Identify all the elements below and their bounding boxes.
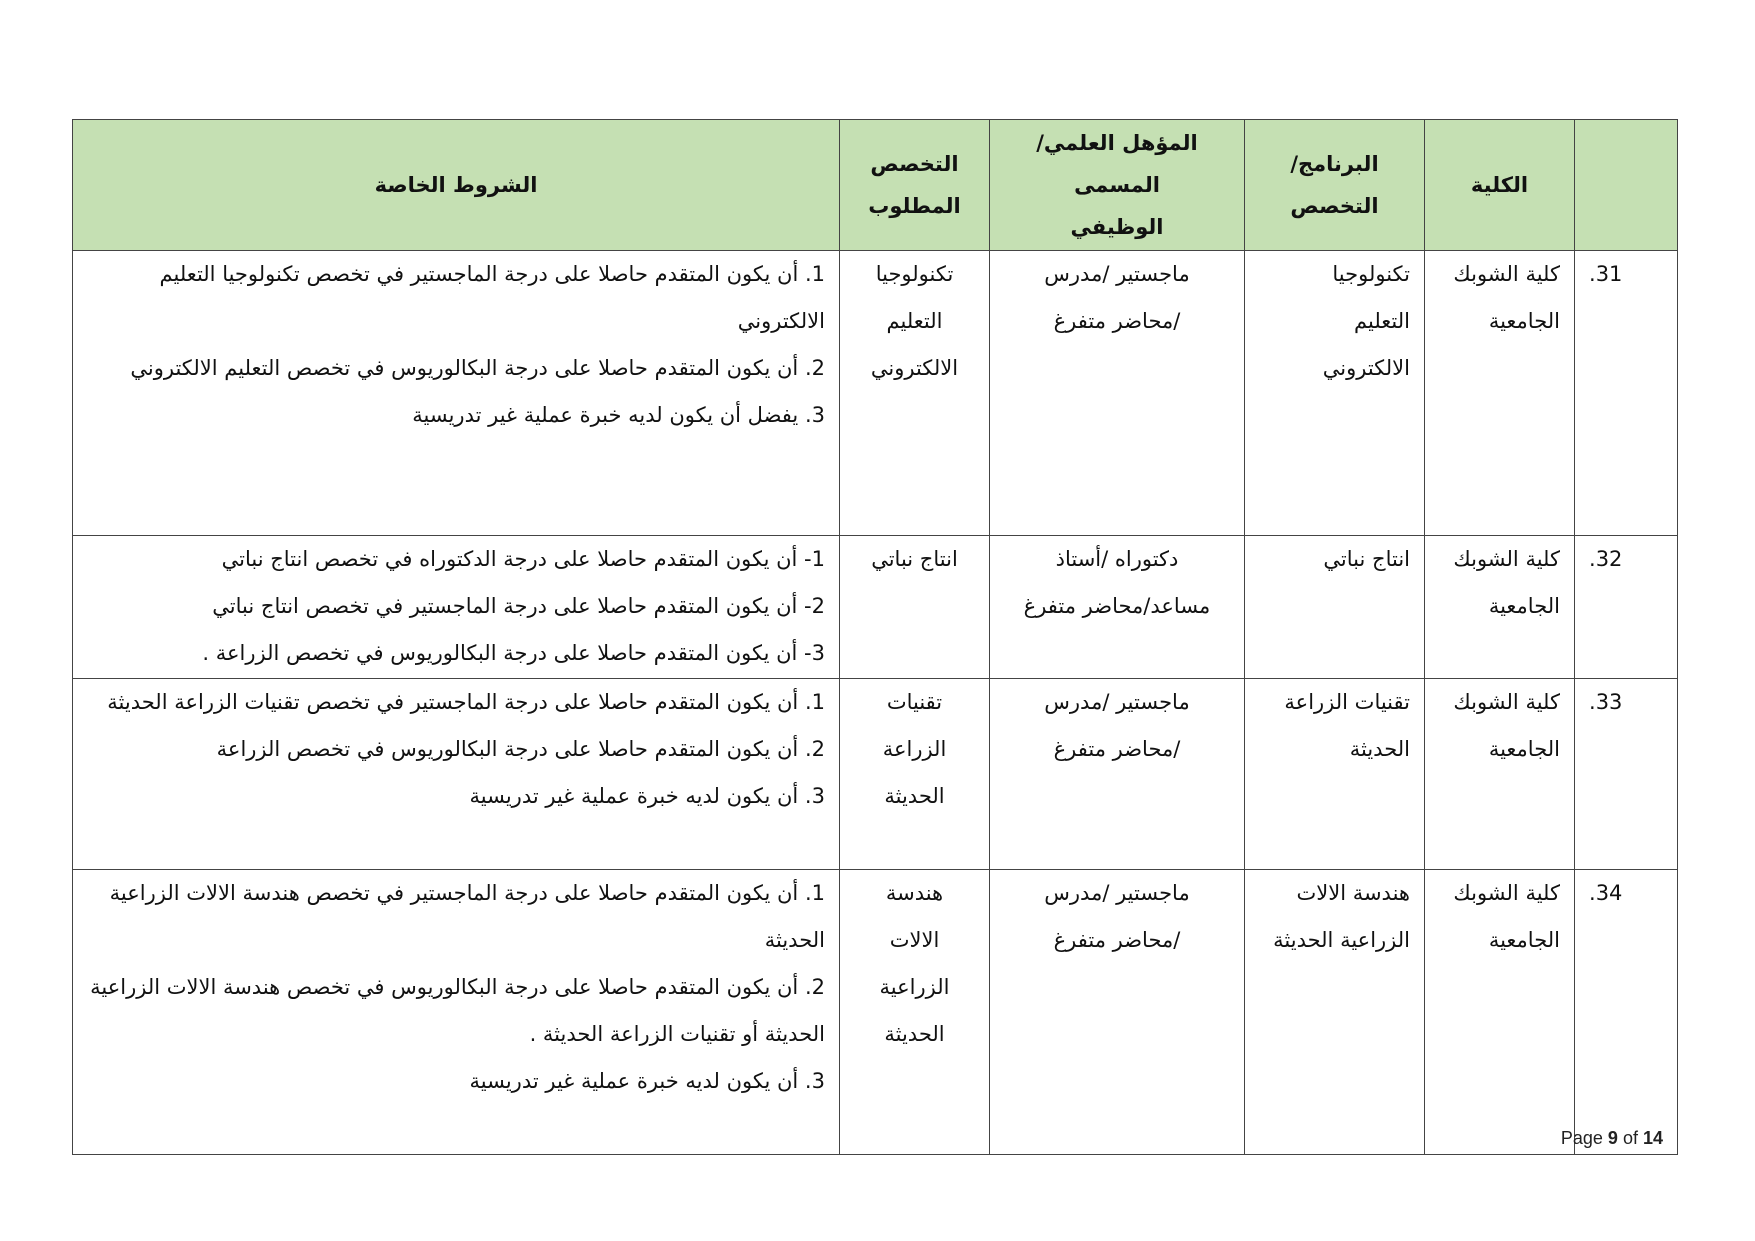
college-cell: كلية الشوبك الجامعية [1425, 251, 1575, 536]
qualification-cell: ماجستير /مدرس /محاضر متفرغ [990, 251, 1245, 536]
condition-item: 3. أن يكون لديه خبرة عملية غير تدريسية [469, 1069, 825, 1093]
of-word: of [1622, 1128, 1638, 1148]
row-number: 32. [1575, 536, 1678, 679]
college-cell: كلية الشوبك الجامعية [1425, 536, 1575, 679]
qualification-cell: ماجستير /مدرس /محاضر متفرغ [990, 679, 1245, 870]
condition-item: 1. أن يكون المتقدم حاصلا على درجة الماجستير في تخصص تقنيات الزراعة الحديثة [107, 690, 825, 714]
qualification-cell: ماجستير /مدرس /محاضر متفرغ [990, 870, 1245, 1155]
required-spec-cell: تكنولوجيا التعليم الالكتروني [840, 251, 990, 536]
qualification-cell: دكتوراه /أستاذ مساعد/محاضر متفرغ [990, 536, 1245, 679]
program-cell: تقنيات الزراعة الحديثة [1245, 679, 1425, 870]
condition-item: 2- أن يكون المتقدم حاصلا على درجة الماجستير في تخصص انتاج نباتي [212, 594, 825, 618]
condition-item: 2. أن يكون المتقدم حاصلا على درجة البكالوريوس في تخصص الزراعة [216, 737, 825, 761]
page-current: 9 [1607, 1128, 1618, 1148]
college-cell: كلية الشوبك الجامعية [1425, 870, 1575, 1155]
page-total: 14 [1642, 1128, 1663, 1148]
condition-item: 2. أن يكون المتقدم حاصلا على درجة البكالوريوس في تخصص هندسة الالات الزراعية الحديثة أو تقنيات الزراعة الحديثة . [90, 975, 825, 1046]
table-row [73, 536, 1678, 679]
condition-item: 3. أن يكون لديه خبرة عملية غير تدريسية [469, 784, 825, 808]
header-conditions: الشروط الخاصة [73, 120, 840, 251]
condition-item: 3- أن يكون المتقدم حاصلا على درجة البكالوريوس في تخصص الزراعة . [202, 641, 825, 665]
condition-item: 3. يفضل أن يكون لديه خبرة عملية غير تدريسية [412, 403, 825, 427]
table-header-row [73, 120, 1678, 251]
program-cell: تكنولوجيا التعليم الالكتروني [1245, 251, 1425, 536]
table-row [73, 251, 1678, 536]
required-spec-cell: هندسة الالات الزراعية الحديثة [840, 870, 990, 1155]
header-qualification: المؤهل العلمي/المسمى الوظيفي [990, 120, 1245, 251]
header-program: البرنامج/ التخصص [1245, 120, 1425, 251]
program-cell: هندسة الالات الزراعية الحديثة [1245, 870, 1425, 1155]
header-required-spec: التخصص المطلوب [840, 120, 990, 251]
header-college: الكلية [1425, 120, 1575, 251]
row-number: 34. [1575, 870, 1678, 1155]
conditions-cell [73, 251, 840, 536]
condition-item: 1. أن يكون المتقدم حاصلا على درجة الماجستير في تخصص هندسة الالات الزراعية الحديثة [109, 881, 825, 952]
conditions-cell [73, 536, 840, 679]
jobs-table [72, 119, 1678, 1155]
conditions-cell [73, 870, 840, 1155]
required-spec-cell: تقنيات الزراعة الحديثة [840, 679, 990, 870]
page-word: Page [1560, 1128, 1603, 1148]
college-cell: كلية الشوبك الجامعية [1425, 679, 1575, 870]
row-number: 31. [1575, 251, 1678, 536]
table-row [73, 870, 1678, 1155]
header-number [1575, 120, 1678, 251]
condition-item: 1. أن يكون المتقدم حاصلا على درجة الماجستير في تخصص تكنولوجيا التعليم الالكتروني [159, 262, 825, 333]
table-row [73, 679, 1678, 870]
conditions-cell [73, 679, 840, 870]
page-footer [1561, 1128, 1663, 1149]
row-number: 33. [1575, 679, 1678, 870]
condition-item: 2. أن يكون المتقدم حاصلا على درجة البكالوريوس في تخصص التعليم الالكتروني [130, 356, 825, 380]
required-spec-cell: انتاج نباتي [840, 536, 990, 679]
condition-item: 1- أن يكون المتقدم حاصلا على درجة الدكتوراه في تخصص انتاج نباتي [221, 547, 825, 571]
program-cell: انتاج نباتي [1245, 536, 1425, 679]
